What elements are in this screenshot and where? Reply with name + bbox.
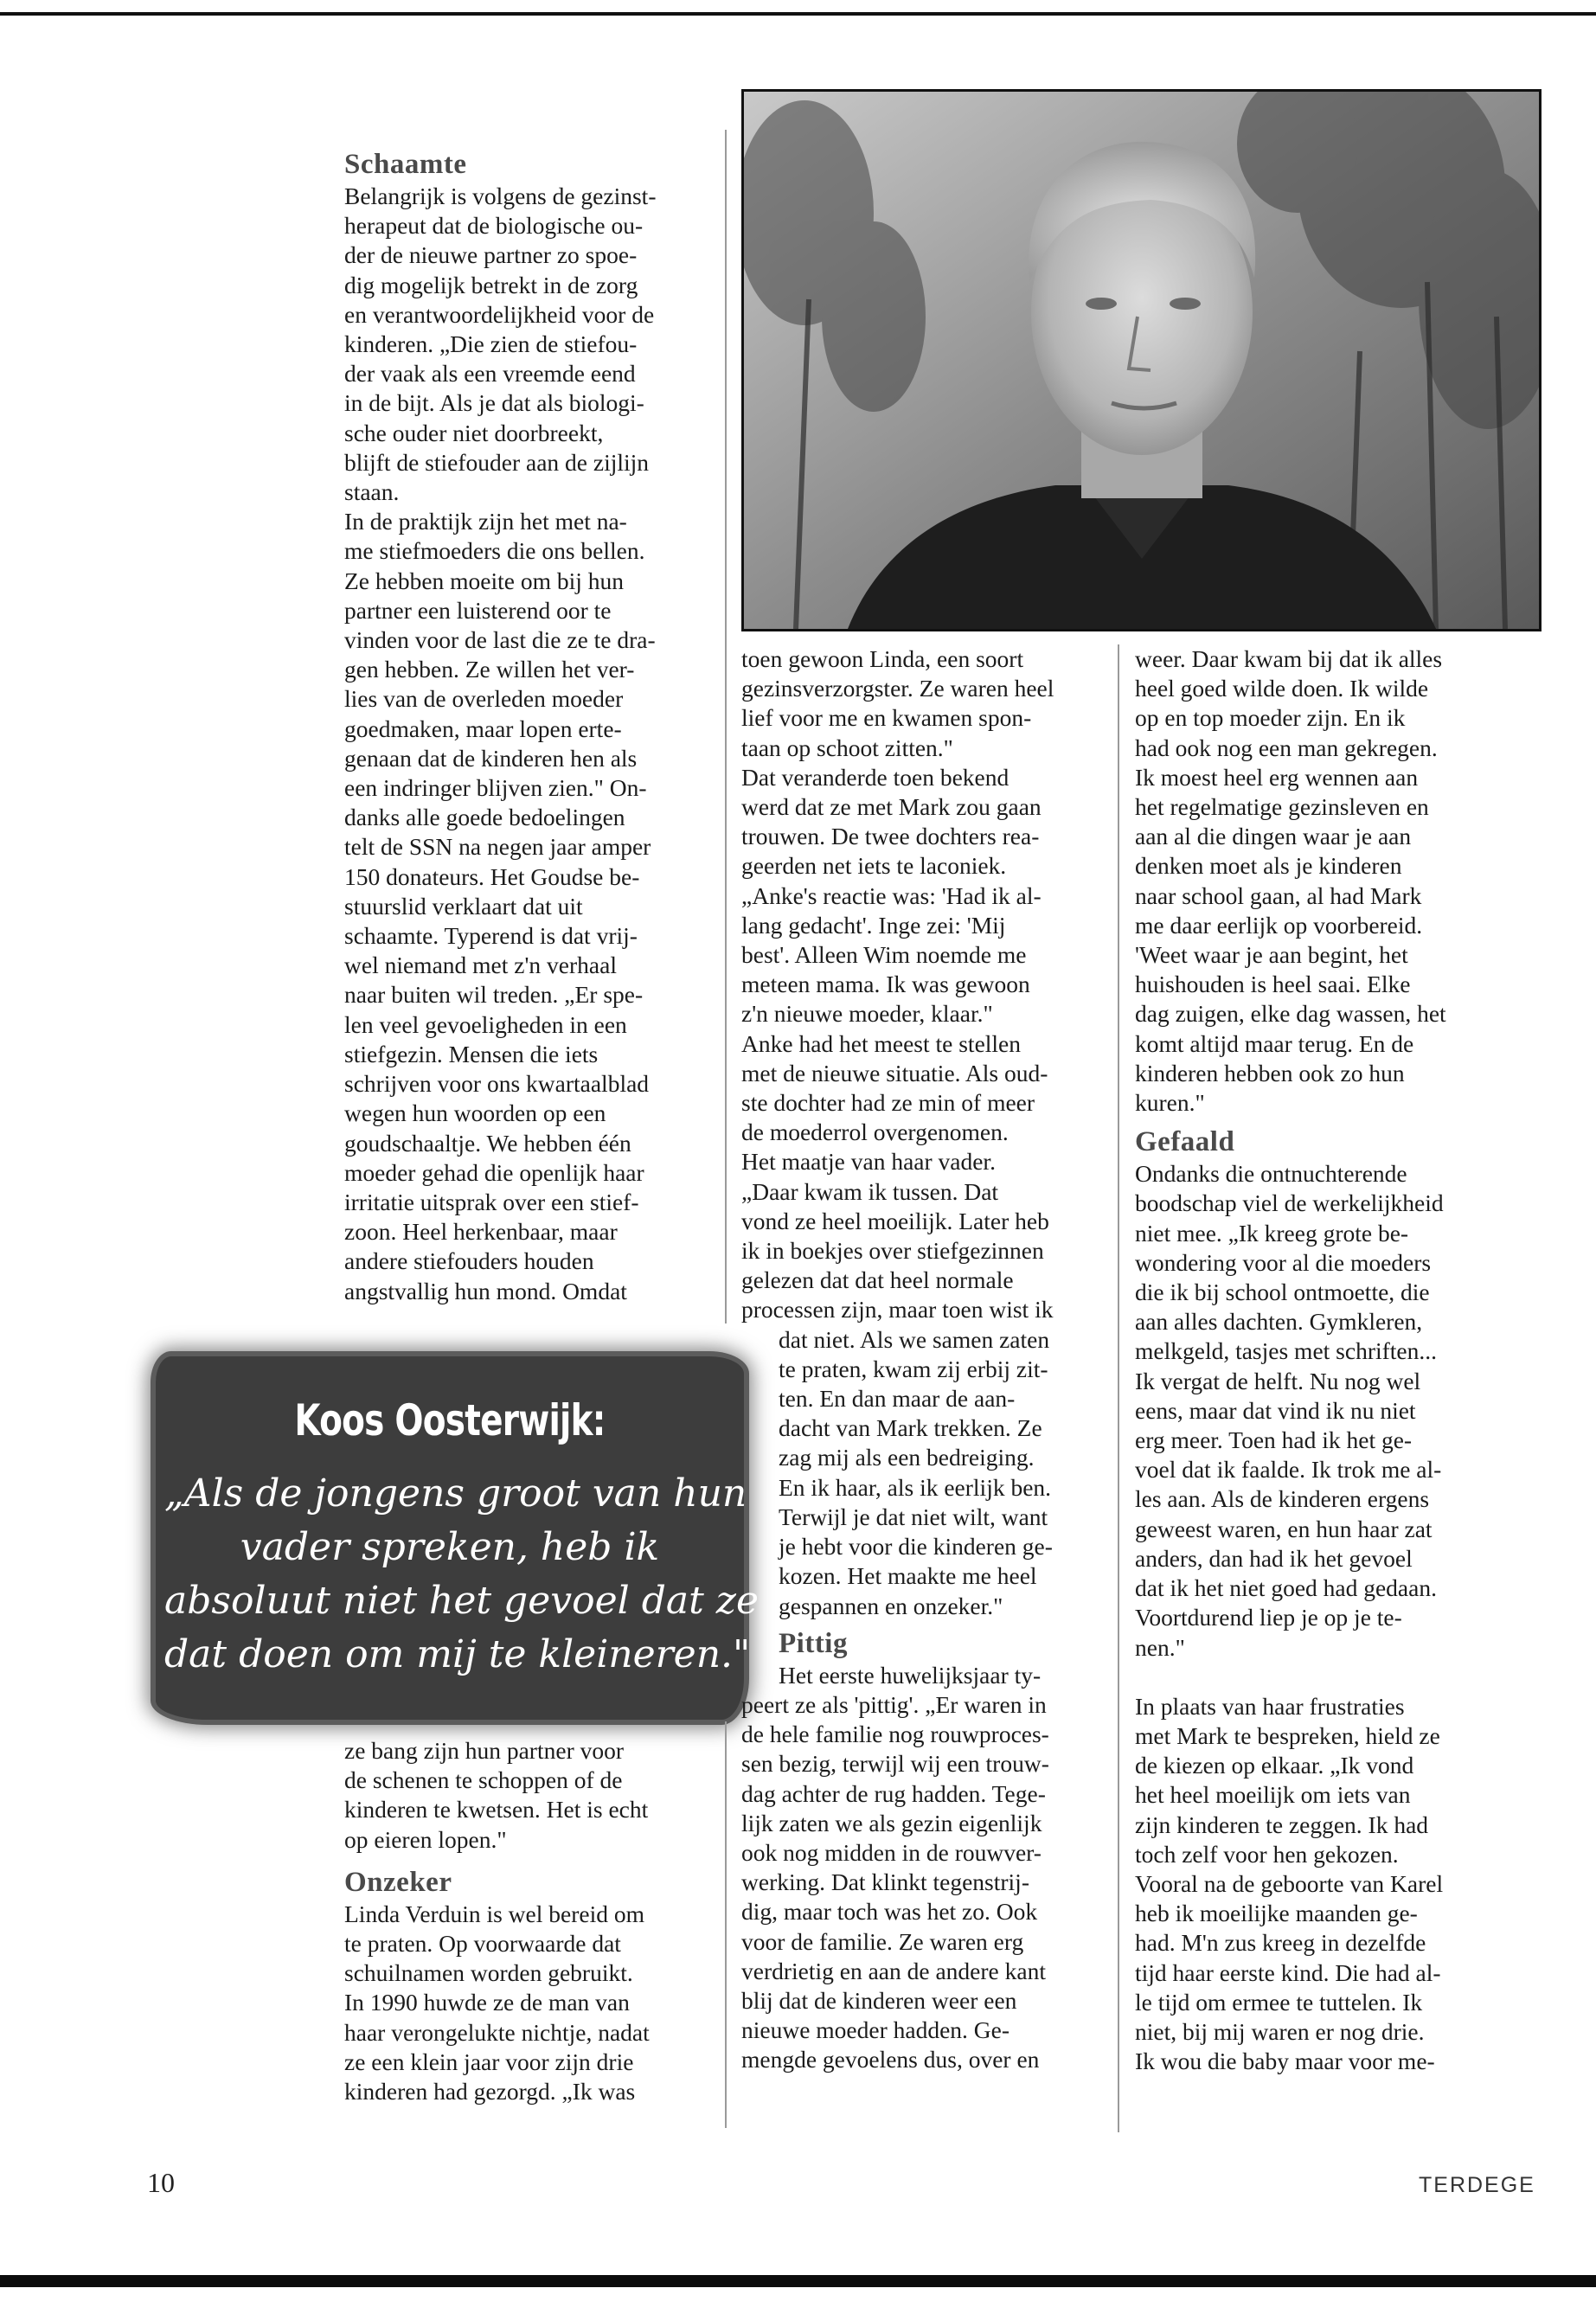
text-line: haar verongelukte nichtje, nadat bbox=[344, 2018, 650, 2046]
text-line: naar school gaan, al had Mark bbox=[1135, 881, 1422, 909]
text-line: ook nog midden in de rouwver- bbox=[741, 1838, 1042, 1866]
text-line: wel niemand met z'n verhaal bbox=[344, 952, 617, 979]
pull-quote-text bbox=[164, 1467, 759, 1682]
text-block bbox=[344, 182, 656, 1306]
heading-gefaald: Gefaald bbox=[1135, 1126, 1235, 1158]
text-line: wegen hun woorden op een bbox=[344, 1099, 606, 1127]
text-line: goedmaken, maar lopen erte- bbox=[344, 715, 622, 742]
text-line: „Daar kwam ik tussen. Dat bbox=[741, 1177, 999, 1205]
text-block bbox=[344, 1900, 650, 2106]
text-line: Linda Verduin is wel bereid om bbox=[344, 1900, 644, 1927]
text-line: In plaats van haar frustraties bbox=[1135, 1692, 1405, 1720]
text-line: blij dat de kinderen weer een bbox=[741, 1986, 1017, 2014]
text-line: stiefgezin. Mensen die iets bbox=[344, 1040, 599, 1067]
text-line: boodschap viel de werkelijkheid bbox=[1135, 1189, 1444, 1217]
text-block-indented bbox=[779, 1325, 1054, 1621]
magazine-name: TERDEGE bbox=[1419, 2173, 1535, 2197]
text-block bbox=[1135, 1692, 1446, 2077]
text-line: dacht van Mark trekken. Ze bbox=[779, 1414, 1042, 1442]
page-number: 10 bbox=[147, 2167, 175, 2198]
text-line: te praten. Op voorwaarde dat bbox=[344, 1930, 621, 1958]
text-line: gespannen en onzeker." bbox=[779, 1592, 1003, 1619]
text-line: met de nieuwe situatie. Als oud- bbox=[741, 1059, 1048, 1086]
column-divider bbox=[1118, 644, 1119, 2132]
text-block bbox=[1135, 1159, 1446, 1662]
text-line: genaan dat de kinderen hen als bbox=[344, 744, 638, 772]
text-line: huishouden is heel saai. Elke bbox=[1135, 971, 1411, 998]
text-line: op en top moeder zijn. En ik bbox=[1135, 704, 1406, 732]
text-line: Het eerste huwelijksjaar ty- bbox=[779, 1661, 1042, 1689]
text-line: taan op schoot zitten." bbox=[741, 734, 953, 761]
pull-quote-line: „Als de jongens groot van hun bbox=[164, 1471, 747, 1516]
top-rule bbox=[0, 12, 1596, 16]
text-line: gelezen dat dat heel normale bbox=[741, 1266, 1014, 1294]
text-line: blijft de stiefouder aan de zijlijn bbox=[344, 448, 650, 476]
text-line: les aan. Als de kinderen ergens bbox=[1135, 1485, 1430, 1513]
text-line: dig mogelijk betrekt in de zorg bbox=[344, 271, 638, 298]
text-line: vond ze heel moeilijk. Later heb bbox=[741, 1207, 1049, 1234]
text-line: Ik moest heel erg wennen aan bbox=[1135, 763, 1419, 791]
text-line: had. M'n zus kreeg in dezelfde bbox=[1135, 1929, 1426, 1957]
bottom-rule bbox=[0, 2275, 1596, 2287]
text-line: Ze hebben moeite om bij hun bbox=[344, 567, 625, 594]
heading-onzeker: Onzeker bbox=[344, 1866, 452, 1898]
text-line: ik in boekjes over stiefgezinnen bbox=[741, 1237, 1044, 1265]
text-line: je hebt voor die kinderen ge- bbox=[779, 1533, 1053, 1561]
text-line: partner een luisterend oor te bbox=[344, 596, 612, 624]
text-line: kinderen. „Die zien de stiefou- bbox=[344, 330, 638, 358]
pull-quote-line: absoluut niet het gevoel dat ze bbox=[164, 1579, 759, 1623]
text-line: niet, bij mij waren er nog drie. bbox=[1135, 2017, 1425, 2045]
text-line: een indringer blijven zien." On- bbox=[344, 774, 647, 802]
text-line: Terwijl je dat niet wilt, want bbox=[779, 1503, 1048, 1530]
text-line: heel goed wilde doen. Ik wilde bbox=[1135, 675, 1429, 702]
column-1-bottom bbox=[344, 1736, 650, 2106]
text-line: andere stiefouders houden bbox=[344, 1247, 594, 1275]
text-line: op eieren lopen." bbox=[344, 1825, 507, 1853]
text-block bbox=[741, 644, 1054, 1325]
text-line: Dat veranderde toen bekend bbox=[741, 763, 1010, 791]
text-line: trouwen. De twee dochters rea- bbox=[741, 823, 1040, 850]
text-line: zag mij als een bedreiging. bbox=[779, 1444, 1035, 1471]
text-line: denken moet als je kinderen bbox=[1135, 852, 1402, 880]
text-line: aan alles dachten. Gymkleren, bbox=[1135, 1308, 1423, 1336]
portrait-photo bbox=[741, 89, 1542, 631]
text-line: Anke had het meest te stellen bbox=[741, 1029, 1022, 1057]
text-line: peert ze als 'pittig'. „Er waren in bbox=[741, 1690, 1047, 1718]
text-line: anders, dan had ik het gevoel bbox=[1135, 1544, 1413, 1572]
text-line: niet mee. „Ik kreeg grote be- bbox=[1135, 1219, 1409, 1247]
text-line: me stiefmoeders die ons bellen. bbox=[344, 537, 645, 565]
text-line: nieuwe moeder hadden. Ge- bbox=[741, 2016, 1010, 2044]
text-line: Ondanks die ontnuchterende bbox=[1135, 1160, 1407, 1188]
text-line: z'n nieuwe moeder, klaar." bbox=[741, 1000, 993, 1028]
text-line: toch zelf voor hen gekozen. bbox=[1135, 1840, 1399, 1868]
text-line: der de nieuwe partner zo spoe- bbox=[344, 241, 638, 269]
text-line: de kiezen op elkaar. „Ik vond bbox=[1135, 1752, 1414, 1779]
text-line: eens, maar dat vind ik nu niet bbox=[1135, 1396, 1416, 1424]
text-line: heb ik moeilijke maanden ge- bbox=[1135, 1900, 1418, 1927]
text-line: Voortdurend liep je op je te- bbox=[1135, 1604, 1402, 1631]
text-line: mengde gevoelens dus, over en bbox=[741, 2046, 1040, 2073]
text-line: meteen mama. Ik was gewoon bbox=[741, 971, 1030, 998]
text-line: Ik vergat de helft. Nu nog wel bbox=[1135, 1367, 1421, 1394]
text-line: vinden voor de last die ze te dra- bbox=[344, 626, 656, 654]
pull-quote-box bbox=[156, 1356, 759, 1720]
text-line: schaamte. Typerend is dat vrij- bbox=[344, 922, 638, 950]
text-line: 'Weet waar je aan begint, het bbox=[1135, 941, 1408, 969]
text-line: weer. Daar kwam bij dat ik alles bbox=[1135, 645, 1443, 672]
text-line: schuilnamen worden gebruikt. bbox=[344, 1959, 633, 1987]
text-line: werking. Dat klinkt tegenstrij- bbox=[741, 1868, 1029, 1896]
text-line: dag achter de rug hadden. Tege- bbox=[741, 1779, 1046, 1807]
text-line: staan. bbox=[344, 478, 400, 506]
column-2 bbox=[741, 644, 1054, 2075]
text-line: moeder gehad die openlijk haar bbox=[344, 1158, 644, 1186]
text-line: aan al die dingen waar je aan bbox=[1135, 823, 1412, 850]
text-line: En ik haar, als ik eerlijk ben. bbox=[779, 1473, 1052, 1501]
text-line: me daar eerlijk op voorbereid. bbox=[1135, 911, 1423, 939]
text-line: lies van de overleden moeder bbox=[344, 685, 624, 713]
text-line: het heel moeilijk om iets van bbox=[1135, 1781, 1411, 1809]
text-line: de moederrol overgenomen. bbox=[741, 1118, 1009, 1146]
text-line: angstvallig hun mond. Omdat bbox=[344, 1277, 627, 1304]
text-line: voor de familie. Ze waren erg bbox=[741, 1927, 1024, 1955]
text-line: ze bang zijn hun partner voor bbox=[344, 1737, 625, 1764]
text-line: herapeut dat de biologische ou- bbox=[344, 212, 644, 240]
text-line: goudschaaltje. We hebben één bbox=[344, 1129, 631, 1157]
text-block-first-line bbox=[741, 1661, 1054, 2075]
text-line: met Mark te bespreken, hield ze bbox=[1135, 1721, 1440, 1749]
text-line: werd dat ze met Mark zou gaan bbox=[741, 793, 1042, 821]
text-line: telt de SSN na negen jaar amper bbox=[344, 833, 651, 861]
pull-quote-speaker: Koos Oosterwijk: bbox=[294, 1395, 606, 1445]
text-line: zoon. Heel herkenbaar, maar bbox=[344, 1218, 618, 1246]
text-line: zijn kinderen te zeggen. Ik had bbox=[1135, 1811, 1429, 1838]
text-line: dat niet. Als we samen zaten bbox=[779, 1325, 1050, 1353]
column-1-top bbox=[344, 147, 656, 1306]
text-line: stuurslid verklaart dat uit bbox=[344, 892, 583, 920]
text-line: gezinsverzorgster. Ze waren heel bbox=[741, 675, 1054, 702]
text-line: die ik bij school ontmoette, die bbox=[1135, 1279, 1430, 1306]
text-line: Belangrijk is volgens de gezinst- bbox=[344, 183, 657, 209]
column-divider bbox=[725, 1721, 727, 2128]
text-line: tijd haar eerste kind. Die had al- bbox=[1135, 1958, 1441, 1986]
text-line: verdrietig en aan de andere kant bbox=[741, 1957, 1046, 1984]
text-line: len veel gevoeligheden in een bbox=[344, 1010, 627, 1038]
portrait-image bbox=[744, 92, 1539, 629]
text-line: gen hebben. Ze willen het ver- bbox=[344, 656, 635, 683]
text-block bbox=[1135, 644, 1446, 1118]
text-line: lang gedacht'. Inge zei: 'Mij bbox=[741, 911, 1006, 939]
text-line: Vooral na de geboorte van Karel bbox=[1135, 1869, 1444, 1897]
text-line: melkgeld, tasjes met schriften... bbox=[1135, 1337, 1438, 1365]
text-line: dag zuigen, elke dag wassen, het bbox=[1135, 1000, 1446, 1028]
text-line: erg meer. Toen had ik het ge- bbox=[1135, 1426, 1413, 1454]
text-line: lijk zaten we als gezin eigenlijk bbox=[741, 1809, 1042, 1836]
text-line: kinderen te kwetsen. Het is echt bbox=[344, 1796, 649, 1823]
text-line: sche ouder niet doorbreekt, bbox=[344, 419, 604, 446]
text-line: kinderen had gezorgd. „Ik was bbox=[344, 2078, 636, 2106]
text-line: het regelmatige gezinsleven en bbox=[1135, 793, 1429, 821]
text-line: geweest waren, en hun haar zat bbox=[1135, 1515, 1433, 1542]
text-line: de schenen te schoppen of de bbox=[344, 1766, 623, 1794]
pull-quote-line: vader spreken, heb ik bbox=[240, 1525, 660, 1569]
text-line: danks alle goede bedoelingen bbox=[344, 804, 625, 831]
text-line: toen gewoon Linda, een soort bbox=[741, 645, 1024, 672]
text-line: ten. En dan maar de aan- bbox=[779, 1385, 1016, 1413]
text-line: Ik wou die baby maar voor me- bbox=[1135, 2048, 1435, 2075]
text-line: in de bijt. Als je dat als biologi- bbox=[344, 389, 644, 417]
text-line: dig, maar toch was het zo. Ook bbox=[741, 1898, 1038, 1926]
text-line: der vaak als een vreemde eend bbox=[344, 360, 636, 388]
text-line: Het maatje van haar vader. bbox=[741, 1148, 996, 1176]
text-line: irritatie uitsprak over een stief- bbox=[344, 1188, 639, 1215]
text-line: lief voor me en kwamen spon- bbox=[741, 704, 1032, 732]
text-line: In de praktijk zijn het met na- bbox=[344, 508, 627, 535]
text-line: ze een klein jaar voor zijn drie bbox=[344, 2048, 634, 2075]
heading-schaamte: Schaamte bbox=[344, 149, 467, 180]
text-line: kinderen hebben ook zo hun bbox=[1135, 1059, 1405, 1086]
text-line: dat ik het niet goed had gedaan. bbox=[1135, 1574, 1437, 1602]
text-line: best'. Alleen Wim noemde me bbox=[741, 941, 1027, 969]
text-line: processen zijn, maar toen wist ik bbox=[741, 1296, 1054, 1324]
text-line: had ook nog een man gekregen. bbox=[1135, 734, 1438, 761]
text-line: kozen. Het maakte me heel bbox=[779, 1562, 1037, 1590]
text-block bbox=[344, 1736, 650, 1855]
text-line: In 1990 huwde ze de man van bbox=[344, 1989, 630, 2016]
text-line: voel dat ik faalde. Ik trok me al- bbox=[1135, 1456, 1442, 1484]
text-line: sen bezig, terwijl wij een trouw- bbox=[741, 1750, 1049, 1778]
column-divider bbox=[725, 130, 727, 1324]
text-line: le tijd om ermee te tuttelen. Ik bbox=[1135, 1988, 1423, 2016]
text-line: naar buiten wil treden. „Er spe- bbox=[344, 981, 644, 1009]
text-line: de hele familie nog rouwproces- bbox=[741, 1721, 1049, 1748]
text-line: en verantwoordelijkheid voor de bbox=[344, 300, 655, 328]
column-3 bbox=[1135, 644, 1446, 2076]
text-line: „Anke's reactie was: 'Had ik al- bbox=[741, 881, 1042, 909]
text-line: 150 donateurs. Het Goudse be- bbox=[344, 862, 640, 890]
text-line: wondering voor al die moeders bbox=[1135, 1248, 1432, 1276]
text-line: geerden net iets te laconiek. bbox=[741, 852, 1007, 880]
text-line: nen." bbox=[1135, 1633, 1185, 1661]
heading-pittig: Pittig bbox=[779, 1627, 848, 1659]
text-line: schrijven voor ons kwartaalblad bbox=[344, 1070, 650, 1098]
text-line: kuren." bbox=[1135, 1089, 1205, 1117]
pull-quote-line: dat doen om mij te kleineren." bbox=[164, 1632, 751, 1676]
text-line: ste dochter had ze min of meer bbox=[741, 1089, 1035, 1117]
text-line: komt altijd maar terug. En de bbox=[1135, 1029, 1414, 1057]
text-line: te praten, kwam zij erbij zit- bbox=[779, 1355, 1048, 1382]
